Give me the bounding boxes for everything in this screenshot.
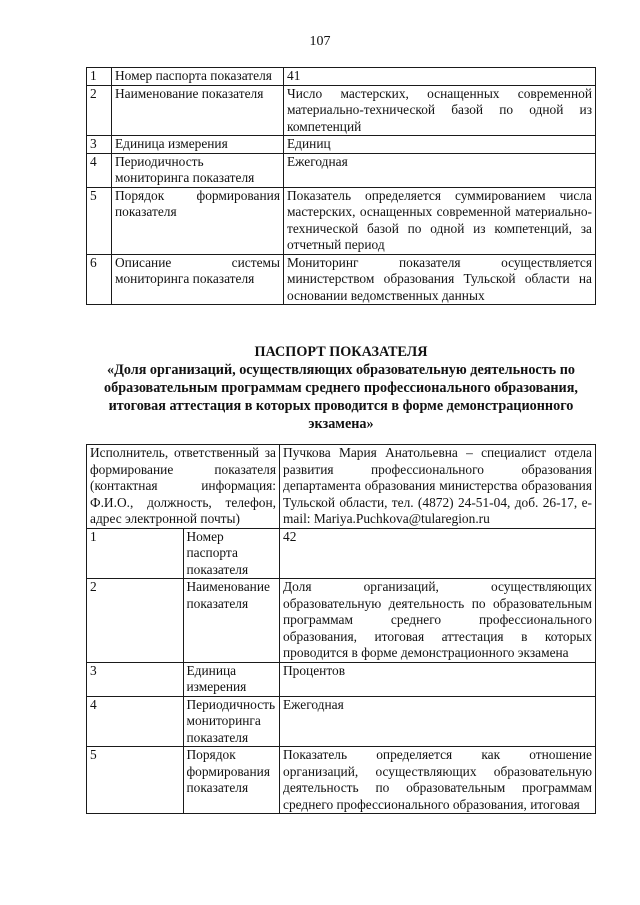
row-label: Периодичность мониторинга показателя: [183, 696, 280, 747]
table-row: [87, 136, 596, 154]
row-value: Единиц: [284, 136, 596, 154]
table-row: [87, 153, 596, 187]
row-number: 2: [87, 579, 184, 663]
row-value: Ежегодная: [280, 696, 596, 747]
table-row: [87, 85, 596, 136]
table-row: [87, 579, 596, 663]
table-row: [87, 187, 596, 254]
indicator-passport-table-42: [86, 444, 596, 814]
table-row: [87, 254, 596, 305]
passport-heading: ПАСПОРТ ПОКАЗАТЕЛЯ: [254, 344, 428, 360]
row-number: 2: [87, 85, 112, 136]
table-row-executor: [87, 445, 596, 529]
indicator-title: «Доля организаций, осуществляющих образовательную деятельность по образовательным программам среднего профессионального образования, итоговая аттестация в которых проводится в форме демонстрационного экзамена»: [104, 362, 578, 432]
row-value: Показатель определяется как отношение организаций, осуществляющих образовательную деятельность по образовательным программам среднего профессионального образования, итоговая: [280, 747, 596, 814]
row-number: 5: [87, 187, 112, 254]
row-value: Число мастерских, оснащенных современной материально-технической базой по одной из компетенций: [284, 85, 596, 136]
row-label: Описание системы мониторинга показателя: [112, 254, 284, 305]
row-label: Периодичность мониторинга показателя: [112, 153, 284, 187]
row-value: Показатель определяется суммированием числа мастерских, оснащенных современной материально-технической базой по одной из компетенций, за отчетный период: [284, 187, 596, 254]
row-value: 41: [284, 68, 596, 86]
row-label: Единица измерения: [112, 136, 284, 154]
row-value: Мониторинг показателя осуществляется министерством образования Тульской области на основании ведомственных данных: [284, 254, 596, 305]
table-row: [87, 662, 596, 696]
table-row: [87, 68, 596, 86]
row-label: Порядок формирования показателя: [183, 747, 280, 814]
row-label: Наименование показателя: [112, 85, 284, 136]
passport-section-title: [86, 343, 596, 433]
executor-label: Исполнитель, ответственный за формирование показателя (контактная информация: Ф.И.О., должность, телефон, адрес электронной почты): [87, 445, 280, 529]
row-number: 4: [87, 696, 184, 747]
row-number: 6: [87, 254, 112, 305]
row-label: Порядок формирования показателя: [112, 187, 284, 254]
row-number: 3: [87, 662, 184, 696]
row-value: Доля организаций, осуществляющих образовательную деятельность по образовательным программам среднего профессионального образования, итоговая аттестация в которых проводится в форме демонстрационного экзамена: [280, 579, 596, 663]
row-label: Номер паспорта показателя: [183, 528, 280, 579]
row-label: Наименование показателя: [183, 579, 280, 663]
row-value: 42: [280, 528, 596, 579]
indicator-passport-table-41: [86, 67, 596, 305]
row-number: 5: [87, 747, 184, 814]
row-number: 3: [87, 136, 112, 154]
row-value: Процентов: [280, 662, 596, 696]
table-row: [87, 528, 596, 579]
row-label: Единица измерения: [183, 662, 280, 696]
executor-value: Пучкова Мария Анатольевна – специалист отдела развития профессионального образования департамента образования министерства образования Тульской области, тел. (4872) 24-51-04, доб. 26-17, e-mail: Mariya.Puchkova@tularegion.ru: [280, 445, 596, 529]
row-value: Ежегодная: [284, 153, 596, 187]
row-number: 1: [87, 68, 112, 86]
row-number: 4: [87, 153, 112, 187]
row-label: Номер паспорта показателя: [112, 68, 284, 86]
row-number: 1: [87, 528, 184, 579]
page-number: 107: [309, 34, 331, 49]
table-row: [87, 696, 596, 747]
table-row: [87, 747, 596, 814]
